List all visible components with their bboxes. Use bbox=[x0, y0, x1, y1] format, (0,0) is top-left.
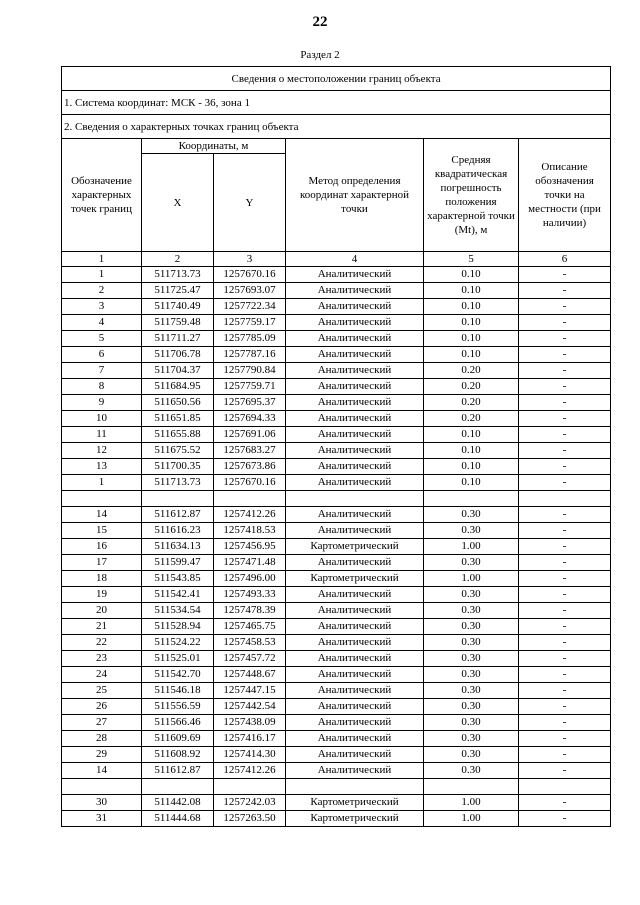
method: Аналитический bbox=[286, 555, 424, 571]
accuracy: 0.30 bbox=[424, 507, 519, 523]
description: - bbox=[519, 267, 611, 283]
accuracy bbox=[424, 779, 519, 795]
point-designation: 25 bbox=[62, 683, 142, 699]
coord-y: 1257438.09 bbox=[214, 715, 286, 731]
coord-y bbox=[214, 491, 286, 507]
coord-x: 511713.73 bbox=[142, 267, 214, 283]
table-row bbox=[62, 555, 611, 571]
description: - bbox=[519, 427, 611, 443]
coord-y: 1257496.00 bbox=[214, 571, 286, 587]
coord-x: 511612.87 bbox=[142, 763, 214, 779]
method: Картометрический bbox=[286, 795, 424, 811]
method: Аналитический bbox=[286, 411, 424, 427]
column-number: 6 bbox=[519, 252, 611, 267]
accuracy: 0.10 bbox=[424, 459, 519, 475]
method: Аналитический bbox=[286, 699, 424, 715]
description: - bbox=[519, 747, 611, 763]
method: Аналитический bbox=[286, 427, 424, 443]
table-row bbox=[62, 475, 611, 491]
coord-x: 511650.56 bbox=[142, 395, 214, 411]
method: Аналитический bbox=[286, 587, 424, 603]
coord-y: 1257691.06 bbox=[214, 427, 286, 443]
point-designation: 1 bbox=[62, 475, 142, 491]
accuracy: 0.30 bbox=[424, 683, 519, 699]
method: Аналитический bbox=[286, 267, 424, 283]
accuracy: 0.10 bbox=[424, 315, 519, 331]
coord-y: 1257458.53 bbox=[214, 635, 286, 651]
point-designation bbox=[62, 491, 142, 507]
description: - bbox=[519, 683, 611, 699]
description: - bbox=[519, 619, 611, 635]
coord-system-row bbox=[62, 91, 611, 115]
table-row bbox=[62, 379, 611, 395]
page-number: 22 bbox=[312, 14, 328, 30]
method: Аналитический bbox=[286, 667, 424, 683]
accuracy: 0.20 bbox=[424, 379, 519, 395]
table-row bbox=[62, 651, 611, 667]
coord-x bbox=[142, 491, 214, 507]
column-number: 2 bbox=[142, 252, 214, 267]
description: - bbox=[519, 795, 611, 811]
point-designation bbox=[62, 779, 142, 795]
point-designation: 30 bbox=[62, 795, 142, 811]
description: - bbox=[519, 395, 611, 411]
header-row-1 bbox=[62, 139, 611, 154]
coord-x: 511444.68 bbox=[142, 811, 214, 827]
accuracy: 0.30 bbox=[424, 635, 519, 651]
coord-y: 1257457.72 bbox=[214, 651, 286, 667]
coord-y: 1257759.71 bbox=[214, 379, 286, 395]
point-designation: 7 bbox=[62, 363, 142, 379]
main-title-row bbox=[62, 67, 611, 91]
point-designation: 17 bbox=[62, 555, 142, 571]
coord-y: 1257442.54 bbox=[214, 699, 286, 715]
table-row bbox=[62, 683, 611, 699]
point-designation: 31 bbox=[62, 811, 142, 827]
description: - bbox=[519, 331, 611, 347]
coord-x: 511546.18 bbox=[142, 683, 214, 699]
description: - bbox=[519, 731, 611, 747]
accuracy bbox=[424, 491, 519, 507]
column-number: 4 bbox=[286, 252, 424, 267]
coord-y: 1257456.95 bbox=[214, 539, 286, 555]
coord-y: 1257670.16 bbox=[214, 267, 286, 283]
point-designation: 18 bbox=[62, 571, 142, 587]
blank-row bbox=[62, 779, 611, 795]
method: Аналитический bbox=[286, 347, 424, 363]
point-designation: 16 bbox=[62, 539, 142, 555]
coord-x: 511711.27 bbox=[142, 331, 214, 347]
method: Аналитический bbox=[286, 379, 424, 395]
boundary-points-table bbox=[61, 66, 611, 827]
header-accuracy: Средняя квадратическая погрешность положения характерной точки (Mt), м bbox=[424, 139, 519, 252]
coord-x: 511609.69 bbox=[142, 731, 214, 747]
header-designation: Обозначение характерных точек границ bbox=[62, 139, 142, 252]
point-designation: 10 bbox=[62, 411, 142, 427]
accuracy: 0.10 bbox=[424, 443, 519, 459]
coord-y: 1257447.15 bbox=[214, 683, 286, 699]
accuracy: 0.10 bbox=[424, 283, 519, 299]
method: Аналитический bbox=[286, 507, 424, 523]
point-designation: 19 bbox=[62, 587, 142, 603]
coord-x: 511525.01 bbox=[142, 651, 214, 667]
table-row bbox=[62, 539, 611, 555]
point-designation: 15 bbox=[62, 523, 142, 539]
description: - bbox=[519, 811, 611, 827]
accuracy: 0.20 bbox=[424, 395, 519, 411]
coord-y: 1257673.86 bbox=[214, 459, 286, 475]
description: - bbox=[519, 283, 611, 299]
description: - bbox=[519, 555, 611, 571]
point-designation: 27 bbox=[62, 715, 142, 731]
accuracy: 0.30 bbox=[424, 555, 519, 571]
header-description: Описание обозначения точки на местности (при наличии) bbox=[519, 139, 611, 252]
coord-y: 1257670.16 bbox=[214, 475, 286, 491]
description: - bbox=[519, 539, 611, 555]
table-row bbox=[62, 571, 611, 587]
coord-y: 1257418.53 bbox=[214, 523, 286, 539]
method: Аналитический bbox=[286, 651, 424, 667]
coord-y: 1257263.50 bbox=[214, 811, 286, 827]
coord-y: 1257790.84 bbox=[214, 363, 286, 379]
method: Аналитический bbox=[286, 299, 424, 315]
method: Аналитический bbox=[286, 315, 424, 331]
description: - bbox=[519, 459, 611, 475]
description: - bbox=[519, 475, 611, 491]
column-number: 5 bbox=[424, 252, 519, 267]
accuracy: 0.20 bbox=[424, 363, 519, 379]
coord-y: 1257414.30 bbox=[214, 747, 286, 763]
description bbox=[519, 491, 611, 507]
description: - bbox=[519, 347, 611, 363]
table-row bbox=[62, 363, 611, 379]
description: - bbox=[519, 299, 611, 315]
coord-x: 511725.47 bbox=[142, 283, 214, 299]
header-y: Y bbox=[214, 154, 286, 252]
point-designation: 13 bbox=[62, 459, 142, 475]
coord-y: 1257787.16 bbox=[214, 347, 286, 363]
points-title-row bbox=[62, 115, 611, 139]
coord-x: 511528.94 bbox=[142, 619, 214, 635]
coord-y: 1257465.75 bbox=[214, 619, 286, 635]
table-row bbox=[62, 715, 611, 731]
coord-x: 511543.85 bbox=[142, 571, 214, 587]
table-row bbox=[62, 507, 611, 523]
header-x: X bbox=[142, 154, 214, 252]
table-row bbox=[62, 619, 611, 635]
point-designation: 6 bbox=[62, 347, 142, 363]
table-row bbox=[62, 635, 611, 651]
method: Аналитический bbox=[286, 683, 424, 699]
accuracy: 0.30 bbox=[424, 763, 519, 779]
coord-x: 511556.59 bbox=[142, 699, 214, 715]
points-title: 2. Сведения о характерных точках границ объекта bbox=[62, 115, 611, 139]
coord-y bbox=[214, 779, 286, 795]
accuracy: 0.20 bbox=[424, 411, 519, 427]
coord-y: 1257683.27 bbox=[214, 443, 286, 459]
table-row bbox=[62, 699, 611, 715]
coord-y: 1257412.26 bbox=[214, 763, 286, 779]
method: Аналитический bbox=[286, 619, 424, 635]
coord-x: 511542.70 bbox=[142, 667, 214, 683]
table-row bbox=[62, 459, 611, 475]
accuracy: 0.30 bbox=[424, 715, 519, 731]
table-row bbox=[62, 331, 611, 347]
method: Картометрический bbox=[286, 539, 424, 555]
description: - bbox=[519, 363, 611, 379]
coord-y: 1257412.26 bbox=[214, 507, 286, 523]
point-designation: 29 bbox=[62, 747, 142, 763]
table-row bbox=[62, 443, 611, 459]
table-row bbox=[62, 587, 611, 603]
table-row bbox=[62, 267, 611, 283]
coord-x: 511684.95 bbox=[142, 379, 214, 395]
table-row bbox=[62, 315, 611, 331]
point-designation: 23 bbox=[62, 651, 142, 667]
point-designation: 28 bbox=[62, 731, 142, 747]
table-row bbox=[62, 347, 611, 363]
description: - bbox=[519, 411, 611, 427]
table-row bbox=[62, 411, 611, 427]
section-title: Раздел 2 bbox=[300, 49, 340, 61]
accuracy: 1.00 bbox=[424, 571, 519, 587]
coord-y: 1257493.33 bbox=[214, 587, 286, 603]
description: - bbox=[519, 699, 611, 715]
method: Аналитический bbox=[286, 715, 424, 731]
main-title: Сведения о местоположении границ объекта bbox=[62, 67, 611, 91]
coord-x: 511706.78 bbox=[142, 347, 214, 363]
coord-x: 511599.47 bbox=[142, 555, 214, 571]
table-row bbox=[62, 299, 611, 315]
coord-y: 1257722.34 bbox=[214, 299, 286, 315]
accuracy: 0.30 bbox=[424, 651, 519, 667]
accuracy: 0.10 bbox=[424, 427, 519, 443]
accuracy: 0.30 bbox=[424, 587, 519, 603]
coord-x: 511524.22 bbox=[142, 635, 214, 651]
coord-y: 1257759.17 bbox=[214, 315, 286, 331]
column-number: 3 bbox=[214, 252, 286, 267]
coord-x: 511704.37 bbox=[142, 363, 214, 379]
description: - bbox=[519, 667, 611, 683]
coord-x: 511675.52 bbox=[142, 443, 214, 459]
column-numbers-row bbox=[62, 252, 611, 267]
table-row bbox=[62, 427, 611, 443]
accuracy: 0.10 bbox=[424, 475, 519, 491]
description: - bbox=[519, 443, 611, 459]
method: Аналитический bbox=[286, 283, 424, 299]
point-designation: 21 bbox=[62, 619, 142, 635]
description: - bbox=[519, 315, 611, 331]
method: Аналитический bbox=[286, 395, 424, 411]
table-row bbox=[62, 667, 611, 683]
description: - bbox=[519, 379, 611, 395]
point-designation: 3 bbox=[62, 299, 142, 315]
accuracy: 0.30 bbox=[424, 667, 519, 683]
description: - bbox=[519, 587, 611, 603]
method: Картометрический bbox=[286, 571, 424, 587]
coord-x: 511655.88 bbox=[142, 427, 214, 443]
header-method: Метод определения координат характерной точки bbox=[286, 139, 424, 252]
coord-y: 1257416.17 bbox=[214, 731, 286, 747]
coord-y: 1257695.37 bbox=[214, 395, 286, 411]
column-number: 1 bbox=[62, 252, 142, 267]
description: - bbox=[519, 603, 611, 619]
coord-x: 511700.35 bbox=[142, 459, 214, 475]
description: - bbox=[519, 715, 611, 731]
coord-x: 511651.85 bbox=[142, 411, 214, 427]
coord-y: 1257693.07 bbox=[214, 283, 286, 299]
accuracy: 0.30 bbox=[424, 523, 519, 539]
method: Аналитический bbox=[286, 747, 424, 763]
table-row bbox=[62, 763, 611, 779]
accuracy: 0.30 bbox=[424, 619, 519, 635]
coord-x: 511442.08 bbox=[142, 795, 214, 811]
coord-x: 511534.54 bbox=[142, 603, 214, 619]
description: - bbox=[519, 635, 611, 651]
point-designation: 22 bbox=[62, 635, 142, 651]
coord-x: 511713.73 bbox=[142, 475, 214, 491]
point-designation: 26 bbox=[62, 699, 142, 715]
coord-x: 511740.49 bbox=[142, 299, 214, 315]
point-designation: 9 bbox=[62, 395, 142, 411]
table-row bbox=[62, 795, 611, 811]
coord-x: 511616.23 bbox=[142, 523, 214, 539]
table-row bbox=[62, 747, 611, 763]
method: Картометрический bbox=[286, 811, 424, 827]
description: - bbox=[519, 523, 611, 539]
method: Аналитический bbox=[286, 635, 424, 651]
coord-x: 511759.48 bbox=[142, 315, 214, 331]
table-row bbox=[62, 523, 611, 539]
point-designation: 14 bbox=[62, 507, 142, 523]
coord-y: 1257785.09 bbox=[214, 331, 286, 347]
method: Аналитический bbox=[286, 763, 424, 779]
method: Аналитический bbox=[286, 731, 424, 747]
point-designation: 5 bbox=[62, 331, 142, 347]
coord-y: 1257448.67 bbox=[214, 667, 286, 683]
coord-y: 1257694.33 bbox=[214, 411, 286, 427]
point-designation: 4 bbox=[62, 315, 142, 331]
method bbox=[286, 491, 424, 507]
method: Аналитический bbox=[286, 363, 424, 379]
accuracy: 1.00 bbox=[424, 795, 519, 811]
accuracy: 1.00 bbox=[424, 539, 519, 555]
header-coordinates: Координаты, м bbox=[142, 139, 286, 154]
method: Аналитический bbox=[286, 443, 424, 459]
method: Аналитический bbox=[286, 475, 424, 491]
method: Аналитический bbox=[286, 603, 424, 619]
method: Аналитический bbox=[286, 331, 424, 347]
table-row bbox=[62, 395, 611, 411]
blank-row bbox=[62, 491, 611, 507]
method bbox=[286, 779, 424, 795]
description: - bbox=[519, 507, 611, 523]
method: Аналитический bbox=[286, 523, 424, 539]
coord-y: 1257478.39 bbox=[214, 603, 286, 619]
table-row bbox=[62, 283, 611, 299]
table-row bbox=[62, 603, 611, 619]
coord-x: 511608.92 bbox=[142, 747, 214, 763]
accuracy: 1.00 bbox=[424, 811, 519, 827]
accuracy: 0.30 bbox=[424, 699, 519, 715]
point-designation: 20 bbox=[62, 603, 142, 619]
coord-x: 511542.41 bbox=[142, 587, 214, 603]
accuracy: 0.30 bbox=[424, 731, 519, 747]
method: Аналитический bbox=[286, 459, 424, 475]
coord-x: 511566.46 bbox=[142, 715, 214, 731]
coord-x: 511612.87 bbox=[142, 507, 214, 523]
accuracy: 0.10 bbox=[424, 267, 519, 283]
coord-y: 1257471.48 bbox=[214, 555, 286, 571]
point-designation: 1 bbox=[62, 267, 142, 283]
description: - bbox=[519, 651, 611, 667]
point-designation: 14 bbox=[62, 763, 142, 779]
description: - bbox=[519, 763, 611, 779]
description bbox=[519, 779, 611, 795]
accuracy: 0.10 bbox=[424, 299, 519, 315]
table-row bbox=[62, 811, 611, 827]
accuracy: 0.30 bbox=[424, 747, 519, 763]
coord-y: 1257242.03 bbox=[214, 795, 286, 811]
accuracy: 0.10 bbox=[424, 331, 519, 347]
coord-system: 1. Система координат: МСК - 36, зона 1 bbox=[62, 91, 611, 115]
table-row bbox=[62, 731, 611, 747]
point-designation: 24 bbox=[62, 667, 142, 683]
accuracy: 0.30 bbox=[424, 603, 519, 619]
coord-x: 511634.13 bbox=[142, 539, 214, 555]
point-designation: 11 bbox=[62, 427, 142, 443]
accuracy: 0.10 bbox=[424, 347, 519, 363]
point-designation: 8 bbox=[62, 379, 142, 395]
point-designation: 2 bbox=[62, 283, 142, 299]
coord-x bbox=[142, 779, 214, 795]
point-designation: 12 bbox=[62, 443, 142, 459]
description: - bbox=[519, 571, 611, 587]
